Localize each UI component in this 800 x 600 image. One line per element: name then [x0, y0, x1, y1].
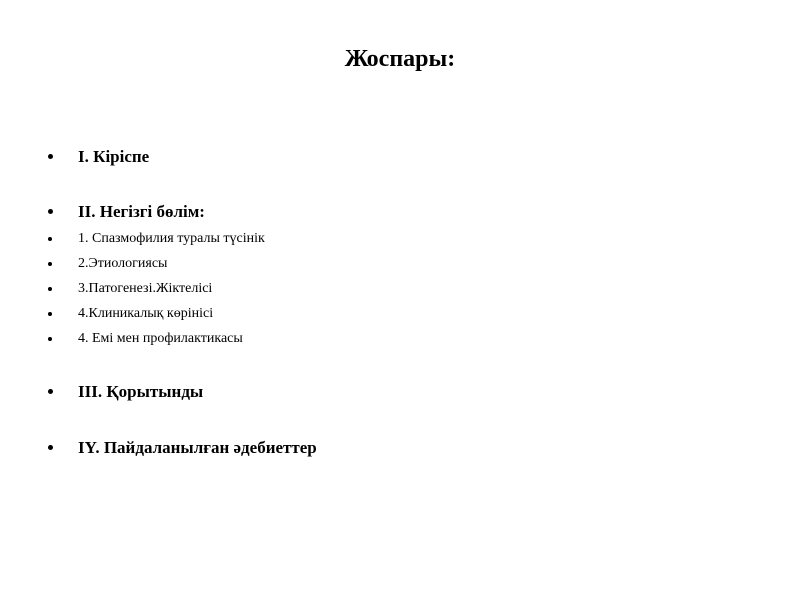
bullet-icon	[48, 337, 52, 341]
outline-item-text: 3.Патогенезі.Жіктелісі	[78, 281, 213, 296]
outline-item-text: I. Кіріспе	[78, 147, 150, 166]
bullet-icon	[48, 262, 52, 266]
slide-title: Жоспары:	[344, 46, 456, 72]
outline-item-text: 4.Клиникалық көрінісі	[78, 306, 214, 321]
bullet-icon	[48, 312, 52, 316]
outline-item-text: 1. Спазмофилия туралы түсінік	[78, 231, 265, 246]
outline-item-text: II. Негізгі бөлім:	[78, 202, 205, 221]
bullet-icon	[48, 287, 52, 291]
outline-item-text: IY. Пайдаланылған әдебиеттер	[78, 438, 317, 457]
bullet-icon	[48, 154, 53, 159]
bullet-icon	[48, 237, 52, 241]
bullet-icon	[48, 389, 53, 394]
bullet-icon	[48, 445, 53, 450]
bullet-icon	[48, 209, 53, 214]
outline-item-text: III. Қорытынды	[78, 382, 204, 401]
outline-item-text: 4. Емі мен профилактикасы	[78, 331, 243, 346]
outline-item-text: 2.Этиологиясы	[78, 256, 168, 271]
